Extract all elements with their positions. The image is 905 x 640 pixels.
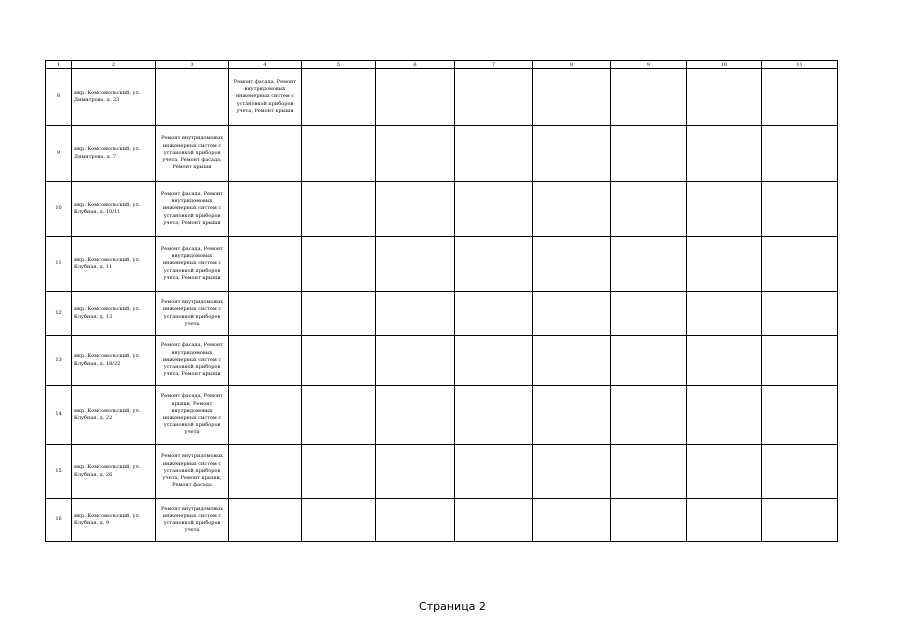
- empty-cell: [762, 336, 838, 386]
- work-cell-3: [156, 69, 229, 126]
- row-number: 11: [46, 237, 72, 292]
- address-cell: мкр. Комсомольский, ул. Димитрова, д. 7: [72, 126, 156, 182]
- empty-cell: [455, 386, 533, 445]
- address-cell: мкр. Комсомольский, ул. Клубная, д. 22: [72, 386, 156, 445]
- repair-table: [45, 60, 838, 542]
- empty-cell: [611, 445, 687, 499]
- work-cell-4: [229, 336, 302, 386]
- empty-cell: [302, 499, 376, 542]
- empty-cell: [533, 445, 611, 499]
- empty-cell: [533, 69, 611, 126]
- page-number: Страница 2: [419, 600, 486, 613]
- empty-cell: [455, 292, 533, 336]
- address-cell: мкр. Комсомольский, ул. Клубная, д. 26: [72, 445, 156, 499]
- work-cell-4: [229, 445, 302, 499]
- empty-cell: [376, 445, 455, 499]
- work-cell-3: Ремонт внутридомовых инженерных систем с установкой приборов учета: [156, 499, 229, 542]
- table-row: [46, 126, 838, 182]
- work-cell-3: Ремонт внутридомовых инженерных систем с установкой приборов учета, Ремонт крыши, Ремонт фасада: [156, 445, 229, 499]
- empty-cell: [533, 182, 611, 237]
- empty-cell: [611, 182, 687, 237]
- empty-cell: [455, 237, 533, 292]
- column-header: 3: [156, 61, 229, 69]
- table-row: [46, 336, 838, 386]
- work-cell-3: Ремонт внутридомовых инженерных систем с установкой приборов учета: [156, 292, 229, 336]
- column-header: 1: [46, 61, 72, 69]
- work-cell-3: Ремонт фасада, Ремонт внутридомовых инженерных систем с установкой приборов учета, Ремонт крыши: [156, 182, 229, 237]
- empty-cell: [376, 336, 455, 386]
- address-cell: мкр. Комсомольский, ул. Клубная, д. 18/22: [72, 336, 156, 386]
- column-header: 9: [611, 61, 687, 69]
- empty-cell: [687, 445, 762, 499]
- work-cell-4: [229, 386, 302, 445]
- empty-cell: [533, 499, 611, 542]
- empty-cell: [611, 126, 687, 182]
- table-row: [46, 445, 838, 499]
- table-row: [46, 237, 838, 292]
- empty-cell: [302, 126, 376, 182]
- empty-cell: [376, 292, 455, 336]
- column-header: 2: [72, 61, 156, 69]
- empty-cell: [455, 336, 533, 386]
- empty-cell: [455, 69, 533, 126]
- row-number: 15: [46, 445, 72, 499]
- empty-cell: [376, 69, 455, 126]
- empty-cell: [533, 292, 611, 336]
- empty-cell: [611, 237, 687, 292]
- work-cell-4: [229, 126, 302, 182]
- empty-cell: [687, 292, 762, 336]
- address-cell: мкр. Комсомольский, ул. Клубная, д. 9: [72, 499, 156, 542]
- empty-cell: [302, 292, 376, 336]
- work-cell-3: Ремонт фасада, Ремонт внутридомовых инженерных систем с установкой приборов учета, Ремонт крыши: [156, 336, 229, 386]
- empty-cell: [376, 126, 455, 182]
- empty-cell: [687, 386, 762, 445]
- column-header: 10: [687, 61, 762, 69]
- empty-cell: [455, 445, 533, 499]
- empty-cell: [533, 126, 611, 182]
- row-number: 9: [46, 126, 72, 182]
- empty-cell: [762, 237, 838, 292]
- empty-cell: [687, 69, 762, 126]
- empty-cell: [376, 237, 455, 292]
- empty-cell: [687, 499, 762, 542]
- table-row: [46, 292, 838, 336]
- row-number: 13: [46, 336, 72, 386]
- empty-cell: [455, 126, 533, 182]
- empty-cell: [533, 336, 611, 386]
- work-cell-4: [229, 182, 302, 237]
- empty-cell: [611, 69, 687, 126]
- empty-cell: [611, 386, 687, 445]
- empty-cell: [533, 386, 611, 445]
- work-cell-4: [229, 292, 302, 336]
- empty-cell: [687, 336, 762, 386]
- empty-cell: [762, 126, 838, 182]
- work-cell-4: [229, 237, 302, 292]
- empty-cell: [302, 386, 376, 445]
- empty-cell: [302, 336, 376, 386]
- row-number: 14: [46, 386, 72, 445]
- empty-cell: [762, 499, 838, 542]
- table-row: [46, 182, 838, 237]
- empty-cell: [687, 126, 762, 182]
- empty-cell: [762, 445, 838, 499]
- empty-cell: [611, 336, 687, 386]
- column-header: 4: [229, 61, 302, 69]
- row-number: 16: [46, 499, 72, 542]
- empty-cell: [455, 499, 533, 542]
- empty-cell: [762, 386, 838, 445]
- work-cell-3: Ремонт фасада, Ремонт внутридомовых инженерных систем с установкой приборов учета, Ремонт крыши: [156, 237, 229, 292]
- empty-cell: [302, 69, 376, 126]
- empty-cell: [762, 182, 838, 237]
- row-number: 8: [46, 69, 72, 126]
- work-cell-3: Ремонт фасада, Ремонт крыши, Ремонт внутридомовых инженерных систем с установкой приборов учета: [156, 386, 229, 445]
- empty-cell: [376, 182, 455, 237]
- empty-cell: [687, 182, 762, 237]
- empty-cell: [302, 237, 376, 292]
- column-header: 11: [762, 61, 838, 69]
- address-cell: мкр. Комсомольский, ул. Клубная, д. 11: [72, 237, 156, 292]
- empty-cell: [687, 237, 762, 292]
- table-row: [46, 386, 838, 445]
- row-number: 10: [46, 182, 72, 237]
- work-cell-3: Ремонт внутридомовых инженерных систем с установкой приборов учета, Ремонт фасада, Ремонт крыши: [156, 126, 229, 182]
- empty-cell: [376, 386, 455, 445]
- table-row: [46, 69, 838, 126]
- address-cell: мкр. Комсомольский, ул. Димитрова, д. 23: [72, 69, 156, 126]
- empty-cell: [302, 445, 376, 499]
- work-cell-4: [229, 499, 302, 542]
- empty-cell: [611, 292, 687, 336]
- column-header: 7: [455, 61, 533, 69]
- empty-cell: [376, 499, 455, 542]
- address-cell: мкр. Комсомольский, ул. Клубная, д. 13: [72, 292, 156, 336]
- table-row: [46, 499, 838, 542]
- column-header: 8: [533, 61, 611, 69]
- empty-cell: [533, 237, 611, 292]
- column-header: 6: [376, 61, 455, 69]
- empty-cell: [762, 69, 838, 126]
- empty-cell: [762, 292, 838, 336]
- header-row: [46, 61, 838, 69]
- work-cell-4: Ремонт фасада, Ремонт внутридомовых инженерных систем с установкой приборов учета, Ремонт крыши: [229, 69, 302, 126]
- address-cell: мкр. Комсомольский, ул. Клубная, д. 10/11: [72, 182, 156, 237]
- empty-cell: [455, 182, 533, 237]
- empty-cell: [302, 182, 376, 237]
- row-number: 12: [46, 292, 72, 336]
- empty-cell: [611, 499, 687, 542]
- column-header: 5: [302, 61, 376, 69]
